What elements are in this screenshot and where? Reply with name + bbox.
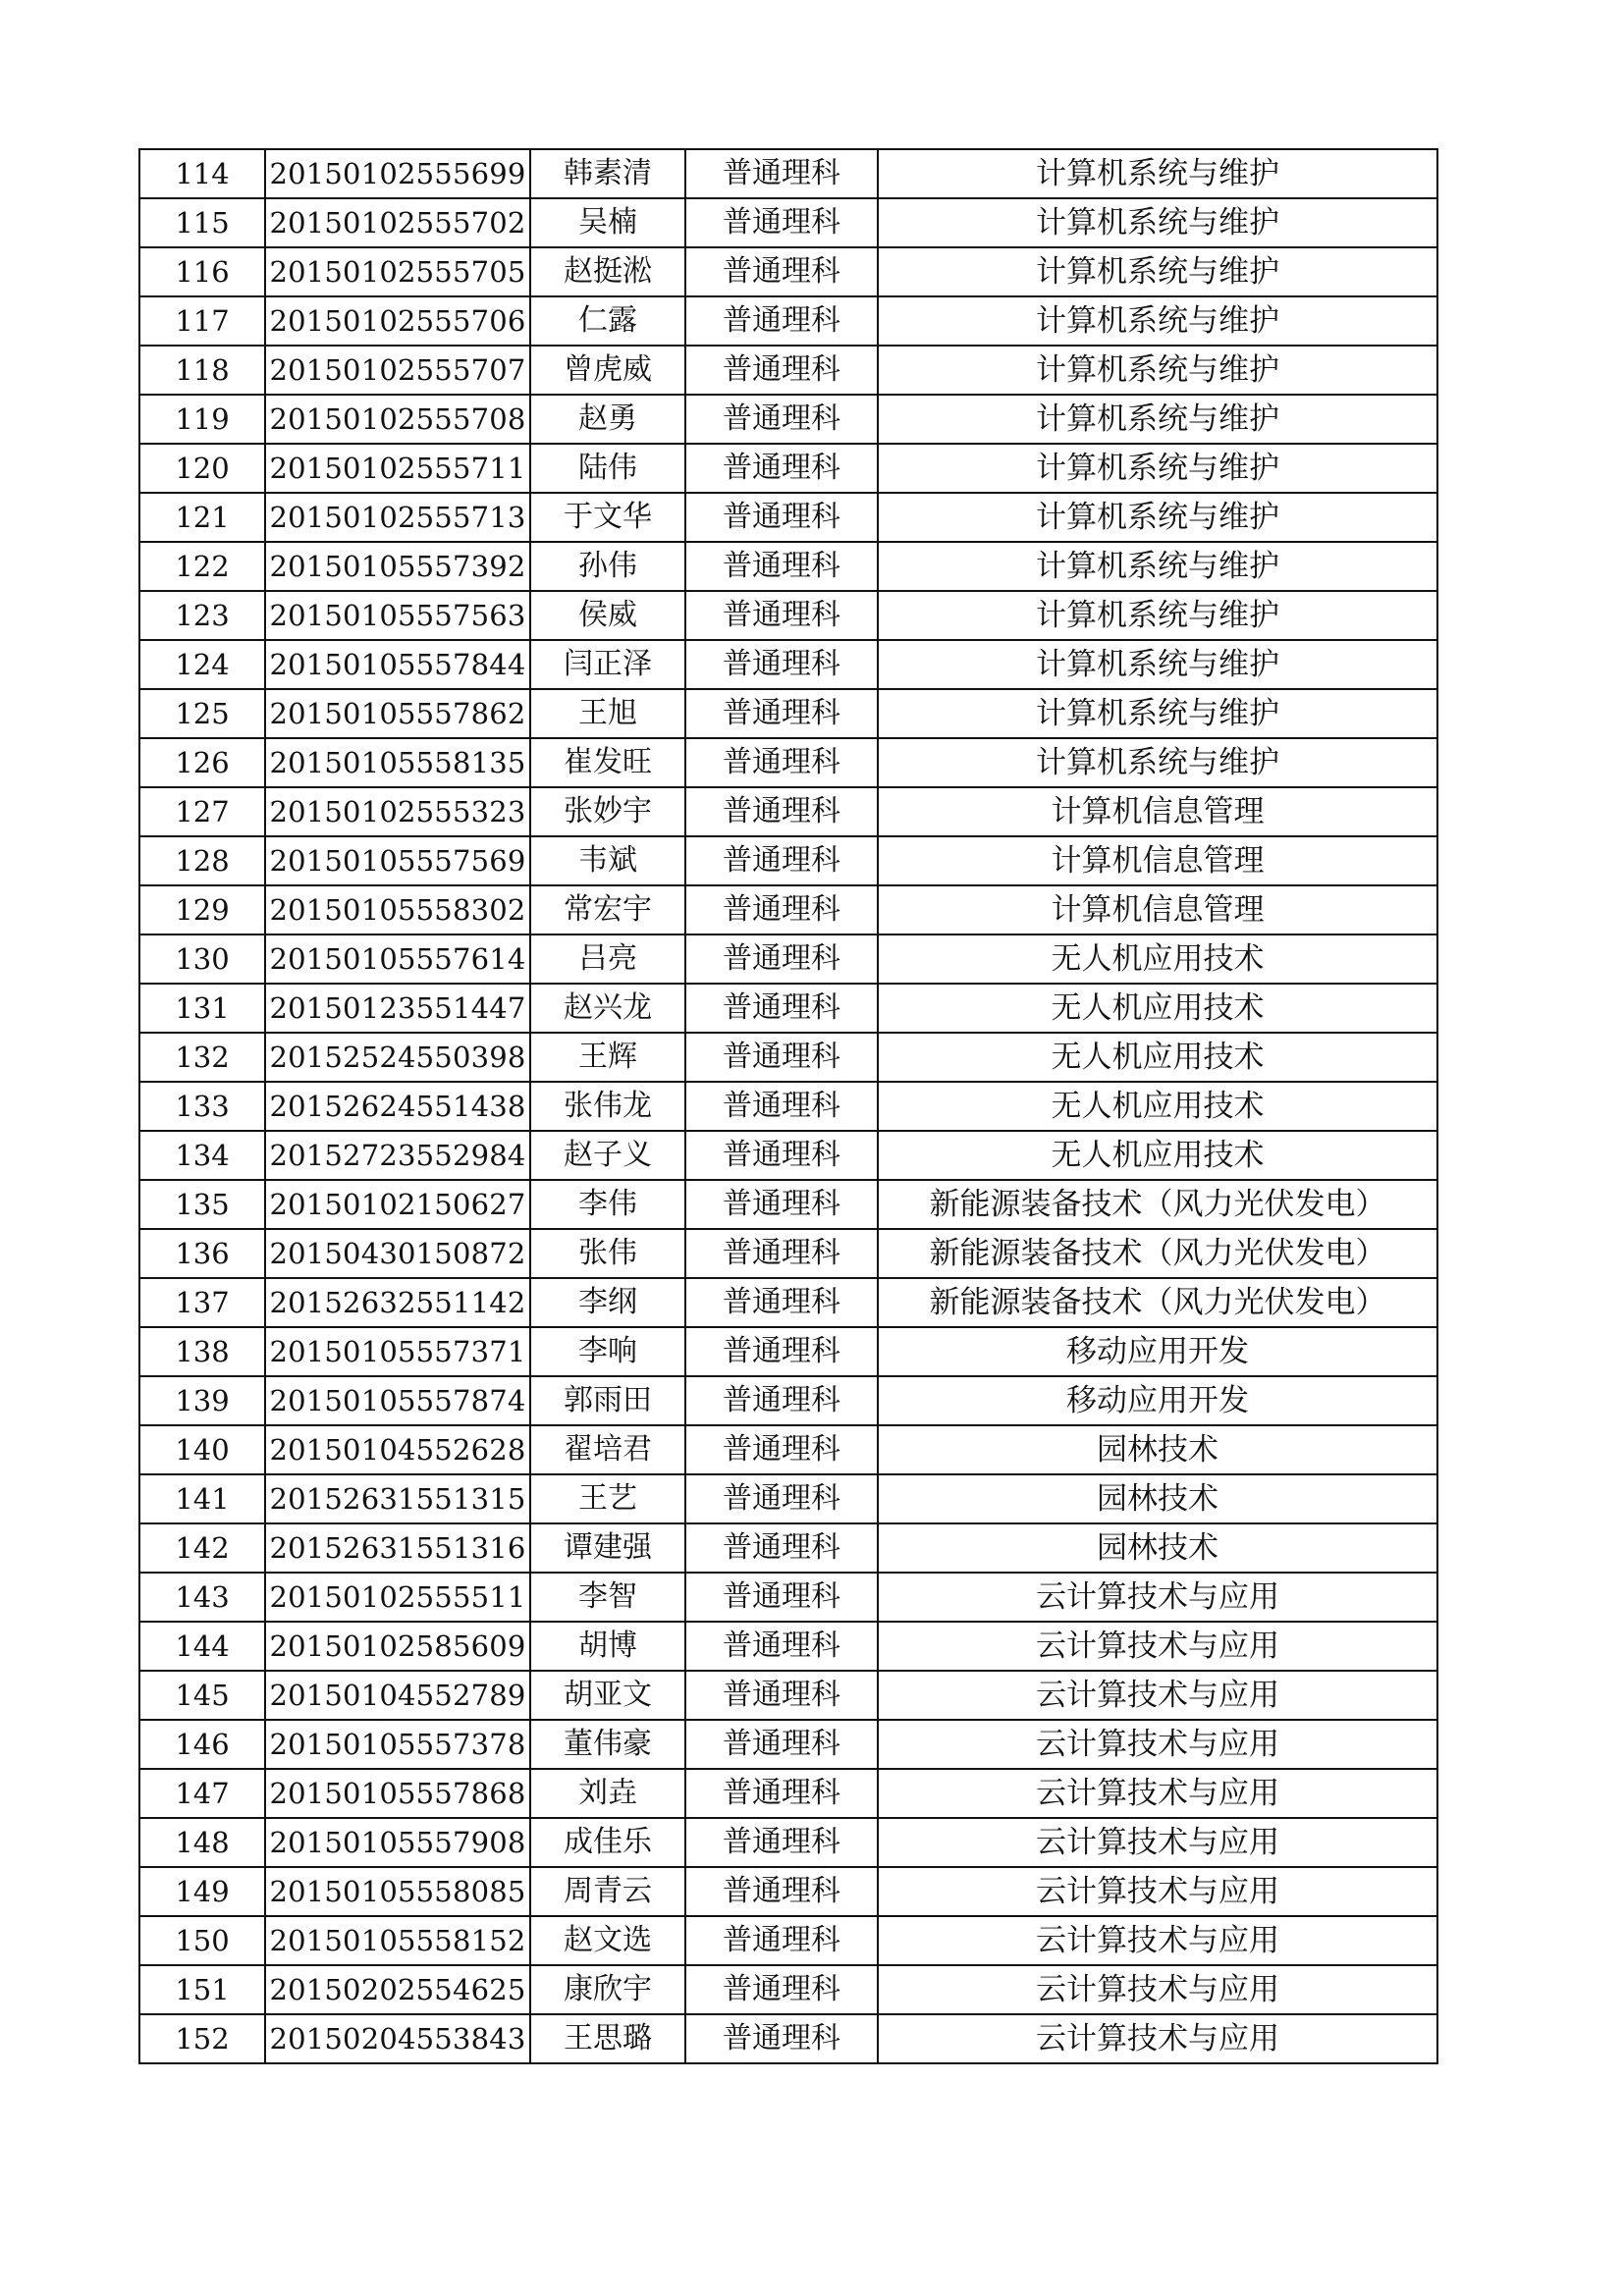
student-name-cell: 吕亮 (530, 934, 685, 984)
major-cell: 云计算技术与应用 (878, 1818, 1437, 1867)
major-cell: 无人机应用技术 (878, 1033, 1437, 1082)
student-name-cell: 张伟龙 (530, 1082, 685, 1131)
table-row (139, 787, 1437, 836)
student-name-cell: 成佳乐 (530, 1818, 685, 1867)
major-cell: 云计算技术与应用 (878, 1867, 1437, 1916)
exam-id-cell: 20152631551316 (265, 1523, 530, 1573)
category-cell: 普通理科 (685, 493, 878, 542)
exam-id-cell: 20150102555706 (265, 296, 530, 346)
exam-id-cell: 20150104552789 (265, 1671, 530, 1720)
major-cell: 计算机系统与维护 (878, 689, 1437, 738)
exam-id-cell: 20150105558152 (265, 1916, 530, 1965)
major-cell: 计算机系统与维护 (878, 444, 1437, 493)
student-name-cell: 崔发旺 (530, 738, 685, 787)
major-cell: 计算机系统与维护 (878, 738, 1437, 787)
row-number-cell: 142 (139, 1523, 265, 1573)
row-number-cell: 138 (139, 1327, 265, 1376)
row-number-cell: 122 (139, 542, 265, 591)
row-number-cell: 137 (139, 1278, 265, 1327)
exam-id-cell: 20152524550398 (265, 1033, 530, 1082)
row-number-cell: 133 (139, 1082, 265, 1131)
table-row (139, 346, 1437, 395)
row-number-cell: 149 (139, 1867, 265, 1916)
category-cell: 普通理科 (685, 1376, 878, 1425)
exam-id-cell: 20150102150627 (265, 1180, 530, 1229)
table-row (139, 885, 1437, 934)
row-number-cell: 150 (139, 1916, 265, 1965)
exam-id-cell: 20150105557868 (265, 1769, 530, 1818)
student-name-cell: 刘垚 (530, 1769, 685, 1818)
student-name-cell: 董伟豪 (530, 1720, 685, 1769)
exam-id-cell: 20150105557908 (265, 1818, 530, 1867)
exam-id-cell: 20150102555511 (265, 1573, 530, 1622)
row-number-cell: 118 (139, 346, 265, 395)
row-number-cell: 145 (139, 1671, 265, 1720)
category-cell: 普通理科 (685, 395, 878, 444)
category-cell: 普通理科 (685, 247, 878, 296)
row-number-cell: 152 (139, 2014, 265, 2063)
major-cell: 计算机系统与维护 (878, 346, 1437, 395)
row-number-cell: 140 (139, 1425, 265, 1474)
category-cell: 普通理科 (685, 1965, 878, 2014)
student-name-cell: 张伟 (530, 1229, 685, 1278)
student-name-cell: 王旭 (530, 689, 685, 738)
table-row (139, 1622, 1437, 1671)
row-number-cell: 147 (139, 1769, 265, 1818)
student-name-cell: 于文华 (530, 493, 685, 542)
table-row (139, 1425, 1437, 1474)
row-number-cell: 128 (139, 836, 265, 885)
major-cell: 计算机信息管理 (878, 836, 1437, 885)
row-number-cell: 123 (139, 591, 265, 640)
major-cell: 云计算技术与应用 (878, 2014, 1437, 2063)
roster-table-container (138, 148, 1438, 2064)
table-row (139, 1082, 1437, 1131)
category-cell: 普通理科 (685, 689, 878, 738)
major-cell: 新能源装备技术（风力光伏发电） (878, 1278, 1437, 1327)
major-cell: 云计算技术与应用 (878, 1965, 1437, 2014)
exam-id-cell: 20150105557614 (265, 934, 530, 984)
student-name-cell: 闫正泽 (530, 640, 685, 689)
category-cell: 普通理科 (685, 198, 878, 247)
row-number-cell: 119 (139, 395, 265, 444)
student-name-cell: 赵兴龙 (530, 984, 685, 1033)
major-cell: 计算机系统与维护 (878, 247, 1437, 296)
category-cell: 普通理科 (685, 984, 878, 1033)
row-number-cell: 114 (139, 149, 265, 198)
major-cell: 云计算技术与应用 (878, 1916, 1437, 1965)
exam-id-cell: 20150105557844 (265, 640, 530, 689)
row-number-cell: 132 (139, 1033, 265, 1082)
category-cell: 普通理科 (685, 1573, 878, 1622)
major-cell: 计算机信息管理 (878, 787, 1437, 836)
student-name-cell: 韦斌 (530, 836, 685, 885)
category-cell: 普通理科 (685, 1033, 878, 1082)
student-name-cell: 李智 (530, 1573, 685, 1622)
table-row (139, 836, 1437, 885)
table-row (139, 1327, 1437, 1376)
exam-id-cell: 20152624551438 (265, 1082, 530, 1131)
category-cell: 普通理科 (685, 1720, 878, 1769)
row-number-cell: 129 (139, 885, 265, 934)
category-cell: 普通理科 (685, 1229, 878, 1278)
student-name-cell: 张妙宇 (530, 787, 685, 836)
admission-roster-table (138, 148, 1438, 2064)
student-name-cell: 赵文选 (530, 1916, 685, 1965)
category-cell: 普通理科 (685, 836, 878, 885)
category-cell: 普通理科 (685, 1278, 878, 1327)
table-row (139, 1867, 1437, 1916)
row-number-cell: 116 (139, 247, 265, 296)
table-row (139, 444, 1437, 493)
student-name-cell: 谭建强 (530, 1523, 685, 1573)
major-cell: 云计算技术与应用 (878, 1671, 1437, 1720)
table-row (139, 1033, 1437, 1082)
major-cell: 无人机应用技术 (878, 934, 1437, 984)
exam-id-cell: 20150105557371 (265, 1327, 530, 1376)
major-cell: 计算机系统与维护 (878, 640, 1437, 689)
table-row (139, 542, 1437, 591)
exam-id-cell: 20150123551447 (265, 984, 530, 1033)
major-cell: 移动应用开发 (878, 1327, 1437, 1376)
exam-id-cell: 20152632551142 (265, 1278, 530, 1327)
category-cell: 普通理科 (685, 542, 878, 591)
exam-id-cell: 20150102555707 (265, 346, 530, 395)
student-name-cell: 侯威 (530, 591, 685, 640)
major-cell: 云计算技术与应用 (878, 1573, 1437, 1622)
row-number-cell: 131 (139, 984, 265, 1033)
major-cell: 移动应用开发 (878, 1376, 1437, 1425)
row-number-cell: 130 (139, 934, 265, 984)
exam-id-cell: 20150105557563 (265, 591, 530, 640)
category-cell: 普通理科 (685, 1082, 878, 1131)
category-cell: 普通理科 (685, 738, 878, 787)
table-row (139, 1573, 1437, 1622)
major-cell: 计算机系统与维护 (878, 149, 1437, 198)
major-cell: 计算机系统与维护 (878, 296, 1437, 346)
major-cell: 云计算技术与应用 (878, 1769, 1437, 1818)
category-cell: 普通理科 (685, 296, 878, 346)
category-cell: 普通理科 (685, 1916, 878, 1965)
exam-id-cell: 20150102555713 (265, 493, 530, 542)
row-number-cell: 143 (139, 1573, 265, 1622)
row-number-cell: 134 (139, 1131, 265, 1180)
row-number-cell: 144 (139, 1622, 265, 1671)
exam-id-cell: 20150105557378 (265, 1720, 530, 1769)
table-row (139, 1720, 1437, 1769)
category-cell: 普通理科 (685, 1523, 878, 1573)
row-number-cell: 148 (139, 1818, 265, 1867)
table-row (139, 395, 1437, 444)
category-cell: 普通理科 (685, 787, 878, 836)
major-cell: 计算机系统与维护 (878, 395, 1437, 444)
category-cell: 普通理科 (685, 1622, 878, 1671)
table-row (139, 689, 1437, 738)
category-cell: 普通理科 (685, 1131, 878, 1180)
student-name-cell: 胡博 (530, 1622, 685, 1671)
row-number-cell: 146 (139, 1720, 265, 1769)
table-row (139, 198, 1437, 247)
category-cell: 普通理科 (685, 640, 878, 689)
student-name-cell: 赵子义 (530, 1131, 685, 1180)
category-cell: 普通理科 (685, 1818, 878, 1867)
student-name-cell: 韩素清 (530, 149, 685, 198)
category-cell: 普通理科 (685, 1327, 878, 1376)
major-cell: 新能源装备技术（风力光伏发电） (878, 1229, 1437, 1278)
category-cell: 普通理科 (685, 2014, 878, 2063)
table-row (139, 296, 1437, 346)
table-row (139, 934, 1437, 984)
row-number-cell: 139 (139, 1376, 265, 1425)
table-row (139, 1671, 1437, 1720)
category-cell: 普通理科 (685, 1769, 878, 1818)
row-number-cell: 135 (139, 1180, 265, 1229)
student-name-cell: 赵勇 (530, 395, 685, 444)
student-name-cell: 郭雨田 (530, 1376, 685, 1425)
category-cell: 普通理科 (685, 1671, 878, 1720)
category-cell: 普通理科 (685, 885, 878, 934)
student-name-cell: 王艺 (530, 1474, 685, 1523)
exam-id-cell: 20150105557569 (265, 836, 530, 885)
exam-id-cell: 20150105557862 (265, 689, 530, 738)
category-cell: 普通理科 (685, 1425, 878, 1474)
category-cell: 普通理科 (685, 591, 878, 640)
student-name-cell: 吴楠 (530, 198, 685, 247)
major-cell: 计算机信息管理 (878, 885, 1437, 934)
table-row (139, 984, 1437, 1033)
student-name-cell: 曾虎威 (530, 346, 685, 395)
student-name-cell: 周青云 (530, 1867, 685, 1916)
row-number-cell: 151 (139, 1965, 265, 2014)
table-row (139, 1180, 1437, 1229)
category-cell: 普通理科 (685, 444, 878, 493)
student-name-cell: 孙伟 (530, 542, 685, 591)
student-name-cell: 常宏宇 (530, 885, 685, 934)
major-cell: 云计算技术与应用 (878, 1720, 1437, 1769)
major-cell: 园林技术 (878, 1474, 1437, 1523)
category-cell: 普通理科 (685, 934, 878, 984)
exam-id-cell: 20150104552628 (265, 1425, 530, 1474)
category-cell: 普通理科 (685, 1474, 878, 1523)
table-row (139, 1278, 1437, 1327)
category-cell: 普通理科 (685, 1867, 878, 1916)
table-row (139, 1818, 1437, 1867)
row-number-cell: 125 (139, 689, 265, 738)
student-name-cell: 仁露 (530, 296, 685, 346)
row-number-cell: 141 (139, 1474, 265, 1523)
table-row (139, 149, 1437, 198)
table-row (139, 1916, 1437, 1965)
table-row (139, 1769, 1437, 1818)
table-row (139, 2014, 1437, 2063)
row-number-cell: 120 (139, 444, 265, 493)
table-row (139, 1965, 1437, 2014)
student-name-cell: 赵挺淞 (530, 247, 685, 296)
table-row (139, 1131, 1437, 1180)
major-cell: 计算机系统与维护 (878, 542, 1437, 591)
roster-table-body (139, 149, 1437, 2063)
student-name-cell: 胡亚文 (530, 1671, 685, 1720)
major-cell: 计算机系统与维护 (878, 493, 1437, 542)
student-name-cell: 王辉 (530, 1033, 685, 1082)
student-name-cell: 李纲 (530, 1278, 685, 1327)
student-name-cell: 李响 (530, 1327, 685, 1376)
exam-id-cell: 20150105557392 (265, 542, 530, 591)
exam-id-cell: 20150105558135 (265, 738, 530, 787)
student-name-cell: 康欣宇 (530, 1965, 685, 2014)
category-cell: 普通理科 (685, 1180, 878, 1229)
table-row (139, 1474, 1437, 1523)
student-name-cell: 李伟 (530, 1180, 685, 1229)
table-row (139, 640, 1437, 689)
row-number-cell: 117 (139, 296, 265, 346)
major-cell: 计算机系统与维护 (878, 198, 1437, 247)
table-row (139, 493, 1437, 542)
exam-id-cell: 20150102555708 (265, 395, 530, 444)
table-row (139, 738, 1437, 787)
table-row (139, 247, 1437, 296)
row-number-cell: 126 (139, 738, 265, 787)
row-number-cell: 136 (139, 1229, 265, 1278)
exam-id-cell: 20152723552984 (265, 1131, 530, 1180)
table-row (139, 1376, 1437, 1425)
table-row (139, 591, 1437, 640)
exam-id-cell: 20150202554625 (265, 1965, 530, 2014)
exam-id-cell: 20150105557874 (265, 1376, 530, 1425)
major-cell: 园林技术 (878, 1425, 1437, 1474)
exam-id-cell: 20150102585609 (265, 1622, 530, 1671)
exam-id-cell: 20150102555699 (265, 149, 530, 198)
exam-id-cell: 20150102555323 (265, 787, 530, 836)
exam-id-cell: 20150102555702 (265, 198, 530, 247)
major-cell: 无人机应用技术 (878, 1131, 1437, 1180)
table-row (139, 1229, 1437, 1278)
exam-id-cell: 20152631551315 (265, 1474, 530, 1523)
category-cell: 普通理科 (685, 149, 878, 198)
major-cell: 新能源装备技术（风力光伏发电） (878, 1180, 1437, 1229)
major-cell: 云计算技术与应用 (878, 1622, 1437, 1671)
student-name-cell: 翟培君 (530, 1425, 685, 1474)
row-number-cell: 121 (139, 493, 265, 542)
exam-id-cell: 20150102555705 (265, 247, 530, 296)
exam-id-cell: 20150102555711 (265, 444, 530, 493)
student-name-cell: 王思璐 (530, 2014, 685, 2063)
exam-id-cell: 20150105558085 (265, 1867, 530, 1916)
table-row (139, 1523, 1437, 1573)
exam-id-cell: 20150430150872 (265, 1229, 530, 1278)
major-cell: 计算机系统与维护 (878, 591, 1437, 640)
exam-id-cell: 20150105558302 (265, 885, 530, 934)
row-number-cell: 124 (139, 640, 265, 689)
student-name-cell: 陆伟 (530, 444, 685, 493)
exam-id-cell: 20150204553843 (265, 2014, 530, 2063)
major-cell: 园林技术 (878, 1523, 1437, 1573)
major-cell: 无人机应用技术 (878, 1082, 1437, 1131)
row-number-cell: 115 (139, 198, 265, 247)
row-number-cell: 127 (139, 787, 265, 836)
major-cell: 无人机应用技术 (878, 984, 1437, 1033)
category-cell: 普通理科 (685, 346, 878, 395)
